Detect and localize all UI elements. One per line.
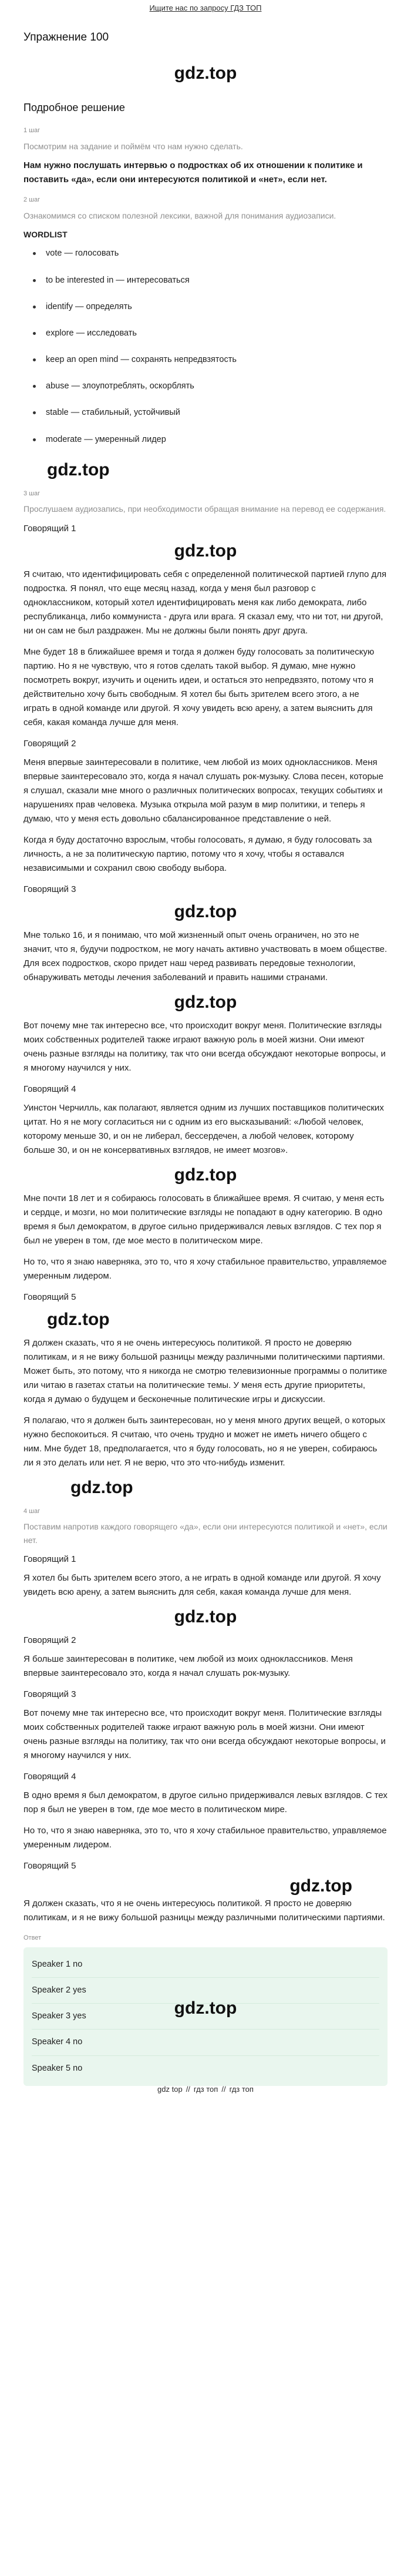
watermark: gdz.top <box>174 1607 237 1627</box>
speaker-label: Говорящий 1 <box>23 1554 76 1565</box>
answer-quote: Я должен сказать, что я не очень интересуюсь политикой. Я просто не доверяю политикам, и я не вижу большой разницы между различными политическими партиями. <box>23 1899 385 1923</box>
watermark: gdz.top <box>174 901 237 921</box>
watermark: gdz.top <box>289 1876 352 1896</box>
watermark: gdz.top <box>174 992 237 1012</box>
step4-hint: Поставим напротив каждого говорящего «да», если они интересуются политикой и «нет», если нет. <box>23 1522 388 1545</box>
footer-link[interactable]: гдз топ <box>229 2084 254 2094</box>
word-item: identify — определять <box>32 300 388 314</box>
wordlist <box>32 247 388 447</box>
footer <box>23 2084 388 2096</box>
speaker-label: Говорящий 3 <box>23 1689 76 1700</box>
wordlist-title: WORDLIST <box>23 229 68 239</box>
transcript-paragraph: Вот почему мне так интересно все, что происходит вокруг меня. Политические взгляды моих собственных родителей также играют важную роль в моей жизни. Они имеют очень разные взгляды на политику, так что они всегда обсуждают некоторые вопросы, и я многому научился у них. <box>23 1020 386 1073</box>
page-title: Упражнение 100 <box>23 31 109 43</box>
transcript-paragraph: Меня впервые заинтересовали в политике, чем любой из моих одноклассников. Меня впервые заинтересовало это, когда я начал слушать рок-музыку. Слова песен, которые я слушал, сказали мне много о различных политических вопросах, текущих событиях и нарушениях прав человека. Музыка открыла мой разум в мир политики, и теперь я думаю, что у меня есть довольно сбалансированное представление о ней. <box>23 757 383 824</box>
transcript-paragraph: Уинстон Черчилль, как полагают, является одним из лучших поставщиков политических цитат. Но я не могу согласиться ни с одним из его высказываний: «Любой человек, которому меньше 30, и он не либерал, бессердечен, а любой человек, которому больше 30, и он не консервативных взглядов, не имеет мозгов». <box>23 1102 384 1155</box>
answer-item: Speaker 3 yes <box>32 2004 379 2030</box>
answer-label: Ответ <box>23 1934 42 1942</box>
speaker-label: Говорящий 2 <box>23 1635 76 1646</box>
answer-quote: В одно время я был демократом, в другое сильно придерживался левых взглядов. С тех пор я был не уверен в том, где мое место в политическом мире. <box>23 1790 388 1815</box>
transcript-paragraph: Я полагаю, что я должен быть заинтересован, но у меня много других вещей, о которых нужно беспокоиться. Я считаю, что очень трудно и может не иметь ничего общего с ним. Мне будет 18, предполагается, что я буду голосовать, но я не уверен, собираюсь ли я это делать или нет. Я не верю, что это что-нибудь изменит. <box>23 1415 386 1468</box>
footer-sep: // <box>221 2084 226 2094</box>
transcript-paragraph: Мне только 16, и я понимаю, что мой жизненный опыт очень ограничен, но это не значит, что я, будучи подростком, не могу начать активно участвовать в моем обществе. Для всех подростков, скоро придет наш черед развивать передовые технологии, обнаруживать методы лечения заболеваний и править нашими странами. <box>23 930 388 982</box>
step4-label: 4 шаг <box>23 1507 41 1515</box>
answer-item: Speaker 1 no <box>32 1952 379 1978</box>
word-item: explore — исследовать <box>32 327 388 340</box>
step3-label: 3 шаг <box>23 489 41 497</box>
speaker-label: Говорящий 5 <box>23 1861 76 1871</box>
answer-item: Speaker 5 no <box>32 2063 83 2073</box>
word-item: to be interested in — интересоваться <box>32 274 388 287</box>
step1-hint: Посмотрим на задание и поймём что нам нужно сделать. <box>23 141 243 151</box>
transcript-paragraph: Когда я буду достаточно взрослым, чтобы голосовать, я думаю, я буду голосовать за личность, а не за политическую партию, потому что я хочу, чтобы я оставался независимыми и сохранил свою свободу выбора. <box>23 834 372 873</box>
word-item: moderate — умеренный лидер <box>32 433 388 447</box>
watermark: gdz.top <box>174 1165 237 1185</box>
speaker-label: Говорящий 1 <box>23 523 76 534</box>
word-item: stable — стабильный, устойчивый <box>32 406 388 420</box>
transcript-paragraph: Но то, что я знаю наверняка, это то, что я хочу стабильное правительство, управляемое умеренным лидером. <box>23 1256 387 1281</box>
transcript-paragraph: Я должен сказать, что я не очень интересуюсь политикой. Я просто не доверяю политикам, и я не вижу большой разницы между различными политическими партиями. Может быть, это потому, что я никогда не смотрю телевизионные программы о политике или читаю в газетах статьи на политические темы. У меня есть другие приоритеты, когда я думаю о будущем и бесконечные политические игры и дискуссии. <box>23 1337 388 1404</box>
step1-label: 1 шаг <box>23 126 41 134</box>
answer-quote: Я хотел бы быть зрителем всего этого, а не играть в одной команде или другой. Я хочу увидеть всю арену, а затем выяснить для себя, какая команда лучше для меня. <box>23 1573 381 1598</box>
word-item: abuse — злоупотреблять, оскорблять <box>32 380 388 393</box>
word-item: vote — голосовать <box>32 247 388 260</box>
speaker-label: Говорящий 5 <box>23 1292 76 1302</box>
speaker-label: Говорящий 4 <box>23 1772 76 1782</box>
answer-item: Speaker 2 yes <box>32 1978 379 2004</box>
speaker-label: Говорящий 3 <box>23 884 76 894</box>
step2-hint: Ознакомимся со списком полезной лексики, важной для понимания аудиозаписи. <box>23 210 336 220</box>
speaker-label: Говорящий 4 <box>23 1084 76 1094</box>
watermark: gdz.top <box>70 1477 133 1497</box>
answer-quote: Вот почему мне так интересно все, что происходит вокруг меня. Политические взгляды моих собственных родителей также играют важную роль в моей жизни. Они имеют очень разные взгляды на политику, так что они всегда обсуждают некоторые вопросы, и я многому научился у них. <box>23 1708 386 1761</box>
answer-item: Speaker 4 no <box>32 2030 379 2055</box>
transcript-paragraph: Мне будет 18 в ближайшее время и тогда я должен буду голосовать за политическую партию. Но я не чувствую, что я готов сделать такой выбор. Я думаю, мне нужно посмотреть вокруг, изучить и оценить идеи, и остаться это непредвзято, потому что я действительно хочу быть свободным. Я хотел бы быть зрителем всего этого, а не играть в одной команде или другой. Я хочу увидеть всю арену, а затем выяснить для себя, какая команда лучше для меня. <box>23 646 375 727</box>
watermark: gdz.top <box>174 541 237 561</box>
section-title: Подробное решение <box>23 102 125 114</box>
watermark: gdz.top <box>174 63 237 83</box>
footer-link[interactable]: gdz top <box>157 2084 183 2094</box>
footer-link[interactable]: гдз топ <box>193 2084 218 2094</box>
watermark: gdz.top <box>47 459 110 479</box>
footer-sep: // <box>186 2084 190 2094</box>
transcript-paragraph: Я считаю, что идентифицировать себя с определенной политической партией глупо для подростка. Я понял, что еще месяц назад, когда у меня был разговор с одноклассником, который хотел идентифицировать меня как либо демократа, либо республиканца, либо коммуниста - друга или врага. Я сказал ему, что ни тот, ни другой, ни он сам не был раздражен. Мы не должны были понять друг друга. <box>23 569 387 636</box>
step1-text: Нам нужно послушать интервью о подростках об их отношении к политике и поставить «да», если они интересуются политикой и «нет», если нет. <box>23 160 363 185</box>
top-banner[interactable]: Ищите нас по запросу ГДЗ ТОП <box>149 4 262 12</box>
step2-label: 2 шаг <box>23 196 41 203</box>
transcript-paragraph: Мне почти 18 лет и я собираюсь голосовать в ближайшее время. Я считаю, у меня есть и сердце, и мозги, но мои политические взгляды не попадают в одну категорию. В одно время я был демократом, в другое сильно придерживался левых взглядов. С тех пор я был не уверен в том, где мое место в политическом мире. <box>23 1193 385 1246</box>
word-item: keep an open mind — сохранять непредвзятость <box>32 353 388 367</box>
watermark: gdz.top <box>174 1998 237 2018</box>
speaker-label: Говорящий 2 <box>23 738 76 749</box>
watermark: gdz.top <box>47 1309 110 1329</box>
answer-quote: Я больше заинтересован в политике, чем любой из моих одноклассников. Меня впервые заинтересовало это, когда я начал слушать рок-музыку. <box>23 1654 353 1679</box>
answer-quote: Но то, что я знаю наверняка, это то, что я хочу стабильное правительство, управляемое умеренным лидером. <box>23 1826 387 1850</box>
step3-hint: Прослушаем аудиозапись, при необходимости обращая внимание на перевод ее содержания. <box>23 504 386 514</box>
